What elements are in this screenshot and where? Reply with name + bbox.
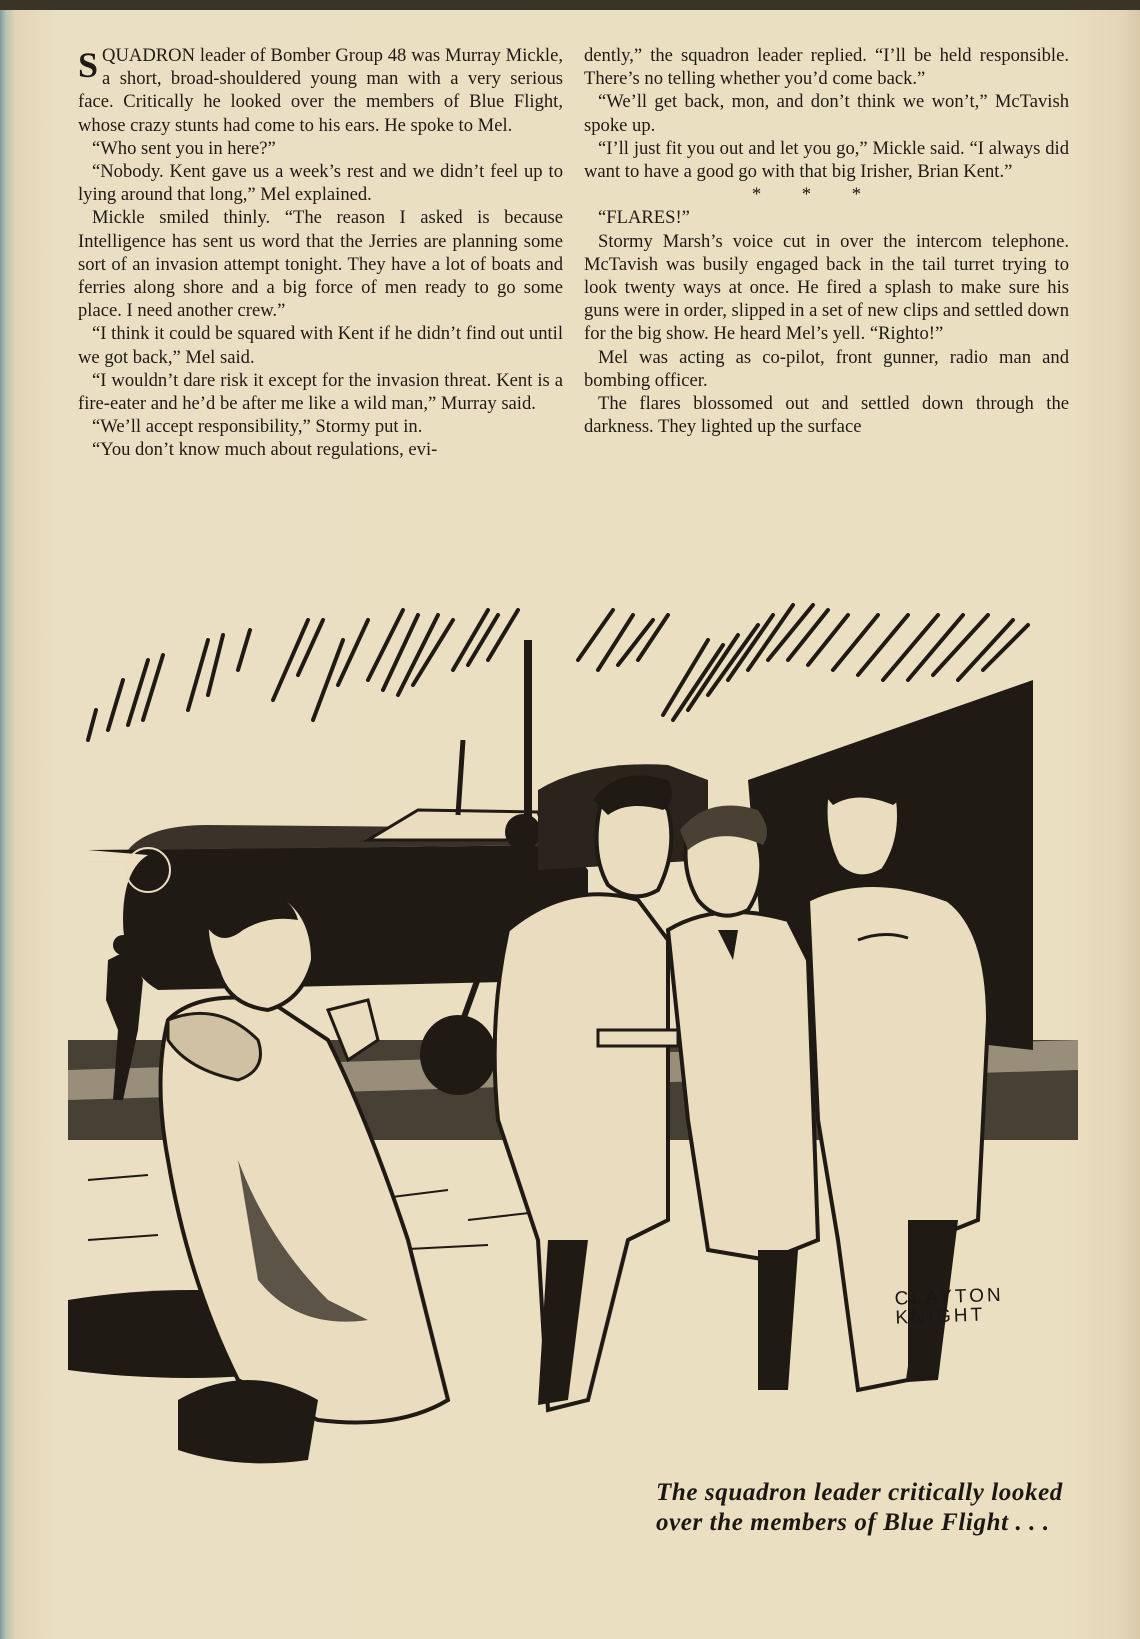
sky-hatching [88, 605, 1028, 740]
paragraph: “We’ll accept responsibility,” Stormy put in. [92, 416, 423, 438]
text-column-right [584, 44, 1069, 438]
artist-signature [894, 1284, 1045, 1327]
section-separator: * * * [751, 184, 879, 206]
paragraph: “Nobody. Kent gave us a week’s rest and we didn’t feel up to lying around that long,” Mel explained. [78, 161, 563, 206]
paragraph: “I wouldn’t dare risk it except for the invasion threat. Kent is a fire-eater and he’d be after me like a wild man,” Murray said. [78, 369, 563, 415]
paragraph: dently,” the squadron leader replied. “I’ll be held responsible. There’s no telling whether you’d come back.” [584, 45, 1069, 90]
drop-cap: S [78, 45, 99, 85]
paragraph: The flares blossomed out and settled down through the darkness. They lighted up the surface [584, 393, 1069, 438]
paragraph-text: leader of Bomber Group 48 was Murray Mickle, a short, broad-shouldered young man with a very serious face. Critically he looked over the members of Blue Flight, whose crazy stunts had come to his ears. He spoke to Mel. [78, 45, 563, 136]
paragraph: “Who sent you in here?” [92, 137, 276, 159]
illustration-caption: The squadron leader critically looked over the members of Blue Flight . . . [656, 1479, 1063, 1536]
paragraph [78, 44, 563, 137]
signature-line-1: CLAYTON [894, 1284, 1005, 1310]
signature-line-2: KNIGHT [895, 1304, 986, 1329]
paragraph: Stormy Marsh’s voice cut in over the intercom telephone. McTavish was busily engaged back in the tail turret trying to look twenty ways at once. He fired a splash to make sure his guns were in order, slipped in a set of new clips and settled down for the big show. He heard Mel’s yell. “Righto!” [584, 230, 1069, 345]
paragraph: Mel was acting as co-pilot, front gunner, radio man and bombing officer. [584, 346, 1069, 391]
page-edge [0, 0, 1140, 10]
paragraph: Mickle smiled thinly. “The reason I asked is because Intelligence has sent us word that the Jerries are planning some sort of an invasion attempt tonight. They have a lot of boats and ferries along shore and a big force of men ready to go some place. I need another crew.” [78, 207, 563, 322]
paragraph: “I think it could be squared with Kent if he didn’t find out until we got back,” Mel said. [78, 323, 563, 368]
paragraph: “We’ll get back, mon, and don’t think we won’t,” McTavish spoke up. [584, 91, 1069, 136]
illustration [68, 600, 1078, 1530]
paragraph: “FLARES!” [598, 207, 690, 229]
text-column-left [78, 44, 563, 462]
paragraph: “You don’t know much about regulations, evi- [92, 439, 438, 461]
paragraph: “I’ll just fit you out and let you go,” Mickle said. “I always did want to have a good go with that big Irisher, Brian Kent.” [584, 137, 1069, 183]
small-caps-lead: QUADRON [102, 45, 195, 66]
